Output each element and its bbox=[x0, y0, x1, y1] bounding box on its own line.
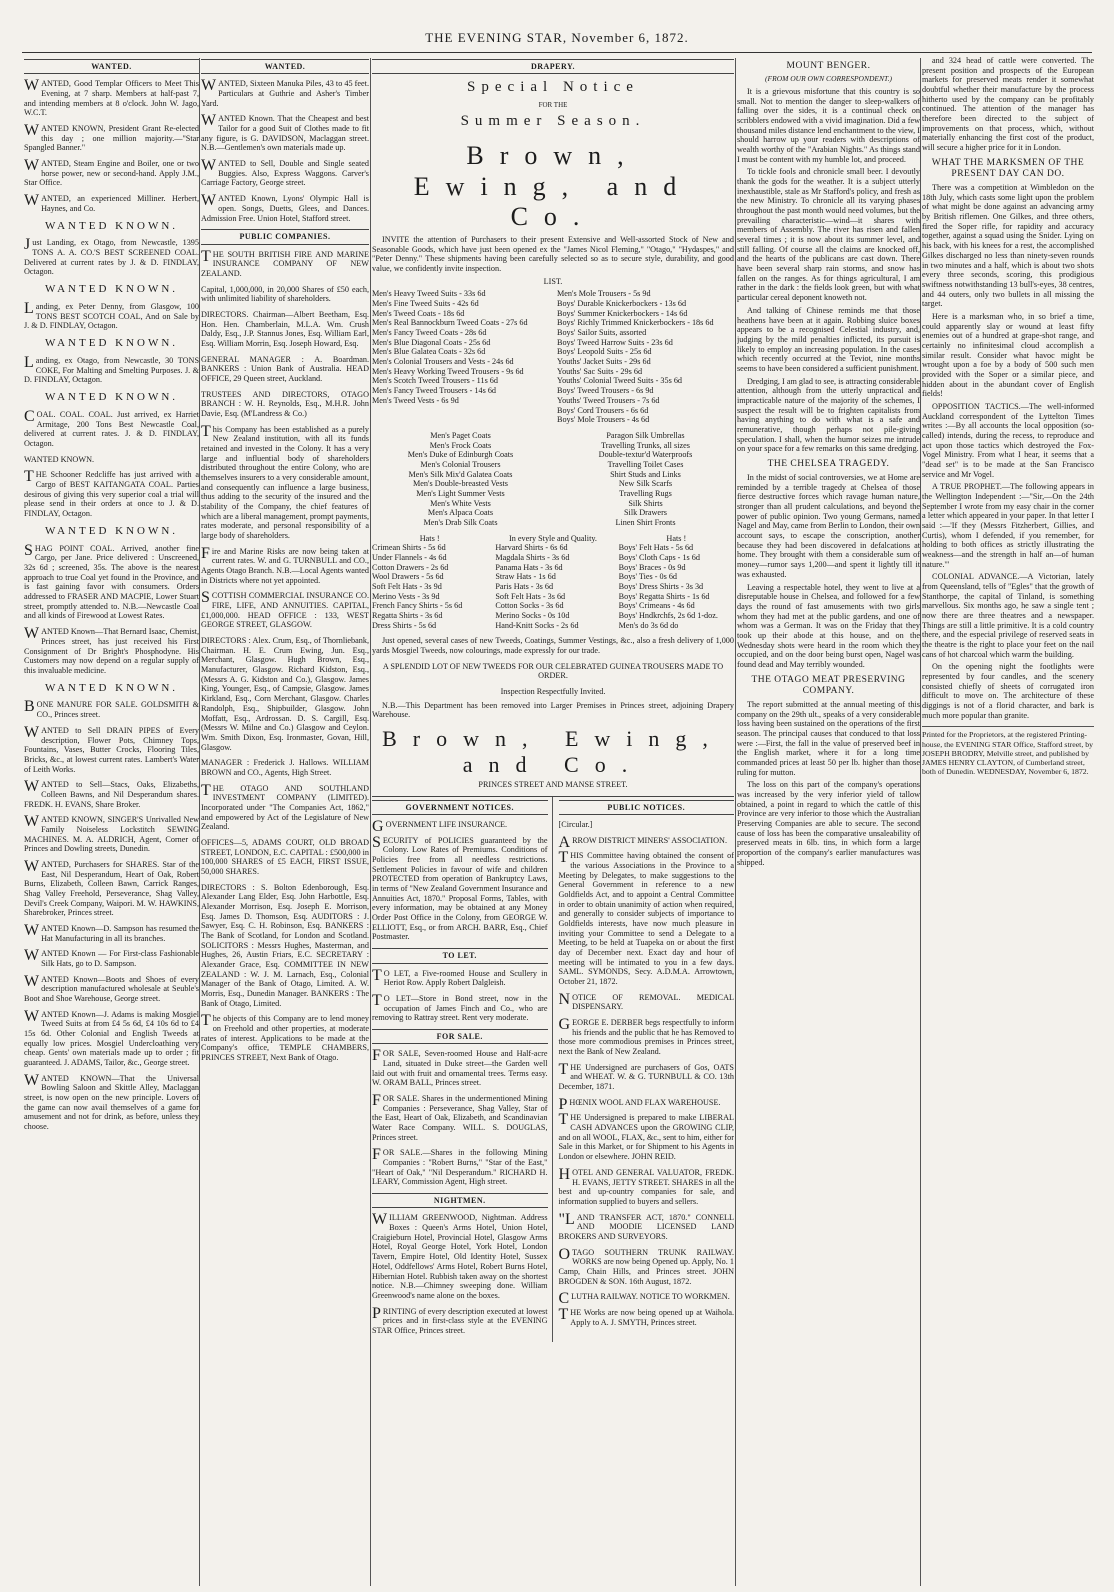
price-item: Men's Mole Trousers - 5s 9d bbox=[557, 289, 651, 299]
price-item: Shirt Studs and Links bbox=[610, 469, 681, 479]
advertisement: WANTED to Sell, Double and Single seated Buggies. Also, Express Waggons. Carver's Carriage Factory, George street. bbox=[201, 157, 369, 188]
price-item: Men's Fancy Tweed Trousers - 14s 6d bbox=[372, 386, 497, 396]
advertisement: PRINTING of every description executed at lowest prices and in first-class style at the EVENING STAR Office, Princes street. bbox=[372, 1304, 548, 1335]
section-heading: NIGHTMEN. bbox=[372, 1193, 548, 1208]
price-item: Boys' Cloth Caps - 1s 6d bbox=[618, 552, 700, 562]
advertisement: Landing, ex Peter Denny, from Glasgow, 100 TONS BEST SCOTCH COAL, And on Sale by J. & D. FINDLAY, Octagon. bbox=[24, 300, 199, 331]
price-item: Men's Duke of Edinburgh Coats bbox=[407, 450, 514, 460]
advertisement: The objects of this Company are to lend money on Freehold and other properties, at moderate rates of interest. Applications to be made at the Company's office, TEMPLE CHAMBERS, PRINCES STREET, Next Bank of Otago. bbox=[201, 1012, 369, 1062]
advertisement: THIS Committee having obtained the consent of the various Associations in the Province to a Meeting by Delegates, to make suggestions to the General Government in reference to a new Goldfields Act, and to appoint a Central Committee in order to obtain unanimity of action when required, and generally to consider subjects of importance to Goldfields interests, have now much pleasure in inviting your Committee to send a Delegate to a Meeting, to be held at Tuapeka on or about the first day of December next. Exact day and hour of meeting will be intimated to you in a few days. SAML. SYMONDS, Secy. A.D.M.A. Arrowtown, October 21, 1872. bbox=[558, 849, 734, 987]
price-item: Boys' Crimeans - 4s 6d bbox=[618, 601, 695, 611]
price-item: Regatta Shirts - 3s 6d bbox=[372, 610, 443, 620]
advertisement: WANTED to Sell—Stacs, Oaks, Elizabeths, Colleen Bawns, and Nil Desperandum shares. FREDK. H. EVANS, Share Broker. bbox=[24, 778, 199, 809]
price-item: Men's Alpaca Coats bbox=[427, 508, 494, 518]
price-item: French Fancy Shirts - 5s 6d bbox=[372, 601, 463, 611]
ad-centered-text: DIRECTORS. Chairman—Albert Beetham, Esq. Hon. Hen. Chamberlain, M.L.A. Wm. Crush Daldy, Esq., J.P. Stannus Jones, Esq. William Earl, Esq. William Morrin, Esq. Joseph Howard, Esq. bbox=[201, 309, 369, 348]
price-item: Travelling Rugs bbox=[619, 488, 672, 498]
price-item: Men's White Vests bbox=[430, 498, 491, 508]
price-item: Straw Hats - 1s 6d bbox=[495, 572, 556, 582]
ad-centered-text: TRUSTEES AND DIRECTORS, OTAGO BRANCH : W. H. Reynolds, Esq., M.H.R. John Davie, Esq. (M'Landress & Co.) bbox=[201, 389, 369, 419]
drapery-nb: N.B.—This Department has been removed into Larger Premises in Princes street, adjoining Drapery Warehouse. bbox=[372, 700, 734, 720]
advertisement: WANTED KNOWN, President Grant Re-elected this day ; one million majority.—"Star Spangled Banner." bbox=[24, 122, 199, 153]
masthead: THE EVENING STAR, November 6, 1872. bbox=[425, 30, 689, 45]
price-item: Double-textur'd Waterproofs bbox=[598, 450, 693, 460]
section-heading: PUBLIC COMPANIES. bbox=[201, 229, 369, 244]
hats-list-right bbox=[619, 543, 734, 630]
price-item: Boys' Regatta Shirts - 1s 6d bbox=[618, 591, 710, 601]
price-item: Boys' Sailor Suits, assorted bbox=[557, 328, 647, 338]
ad-heading: WANTED KNOWN. bbox=[44, 391, 179, 404]
column-drapery bbox=[372, 56, 734, 1586]
ad-centered-text: DIRECTORS : S. Bolton Edenborough, Esq. Alexander Lang Elder, Esq. John Harbottle, Esq. Alexander Morrison, Esq. Joseph E. Morrison, Esq. James D. Thomson, Esq. AUDITORS : J. Sawyer, Esq. C. H. Robinson, Esq. BANKERS : The Bank of Scotland, for London and Scotland. SOLICITORS : Messrs Hughes, Masterman, and Hughes, 26, Austin Friars, E.C. SECRETARY : Alexander Grace, Esq. COMMITTEE IN NEW ZEALAND : W. J. M. Larnach, Esq., Colonial Manager of the Bank of Otago, Limited. A. W. Morris, Esq., Dunedin Manager. BANKERS : The Bank of Otago, Limited. bbox=[201, 882, 369, 1008]
price-item: Men's Frock Coats bbox=[429, 440, 492, 450]
firm-name: Brown, Ewing, and Co. bbox=[413, 141, 693, 232]
price-item: Men's Real Bannockburn Tweed Coats - 27s 6d bbox=[372, 318, 528, 328]
advertisement: OTAGO SOUTHERN TRUNK RAILWAY. WORKS are now being Opened up. Apply, No. 1 Camp, Chain Hills, and Princes street. JOHN BROGDEN & SON. 16th August, 1872. bbox=[558, 1245, 734, 1286]
advertisement bbox=[24, 391, 199, 404]
price-item: Travelling Toilet Cases bbox=[607, 459, 684, 469]
price-item: Boys' Braces - 0s 9d bbox=[618, 562, 686, 572]
advertisement: TO LET, a Five-roomed House and Scullery in Heriot Row. Apply Robert Dalgleish. bbox=[372, 966, 548, 988]
ad-heading: WANTED KNOWN. bbox=[44, 681, 179, 694]
price-item: Boys' Leopold Suits - 25s 6d bbox=[557, 347, 652, 357]
price-item: Men's Heavy Working Tweed Trousers - 9s 6d bbox=[372, 366, 524, 376]
ad-centered-text: Capital, 1,000,000, in 20,000 Shares of £50 each, with unlimited liability of shareholders. bbox=[201, 284, 369, 304]
price-item: Crimean Shirts - 5s 6d bbox=[372, 543, 446, 553]
article-headline: THE CHELSEA TRAGEDY. bbox=[767, 458, 890, 469]
column-divider bbox=[920, 58, 921, 1586]
advertisement: WANTED Known. That the Cheapest and best Tailor for a good Suit of Clothes made to fit any figure, is G. DAVIDSON, Maclaggan street. N.B.—Gentlemen's own materials made up. bbox=[201, 112, 369, 153]
section-heading: TO LET. bbox=[372, 948, 548, 963]
advertisement: THE Works are now being opened up at Waihola. Apply to A. J. SMYTH, Princes street. bbox=[558, 1305, 734, 1327]
hats-list bbox=[372, 543, 734, 630]
advertisement: WANTED Known — For First-class Fashionable Silk Hats, go to D. Sampson. bbox=[24, 947, 199, 968]
advertisement: TO LET—Store in Bond street, now in the occupation of James Finch and Co., who are removing to Rattray street. Rent very moderate. bbox=[372, 991, 548, 1023]
price-item: Boys' Ties - 0s 6d bbox=[618, 572, 678, 582]
ad-centered-text: DIRECTORS : Alex. Crum, Esq., of Thornliebank, Chairman. H. E. Crum Ewing, Jun. Esq., Merchant, Glasgow. Hugh Brown, Esq., Manufacturer, Glasgow. Richard Kidston, Esq., (Messrs A. G. Kidston and Co.), Glasgow. James King, Younger, Esq., of Campsie, Glasgow. James Kirkland, Esq., Corn Merchant, Glasgow. Charles Randolph, Esq., Shipbuilder, Glasgow. John Moffatt, Esq., Ardrossan. D. S. Cargill, Esq. (Messrs W. Milne and Co.) Glasgow and Ceylon. Wm. Smith Dixon, Esq. Ironmaster, Govan, Hill, Glasgow. bbox=[201, 636, 369, 752]
advertisement: ARROW DISTRICT MINERS' ASSOCIATION. bbox=[558, 833, 727, 851]
splendid-notice: A SPLENDID LOT OF NEW TWEEDS FOR OUR CELEBRATED GUINEA TROUSERS MADE TO ORDER. bbox=[382, 661, 724, 681]
price-item: Men's Double-breasted Vests bbox=[412, 479, 508, 489]
advertisement: WANTED KNOWN—That the Universal Bowling Saloon and Skittle Alley, Maclaggan street, is now open on the new principle. Lovers of the game can now avail themselves of a game for amusement and not for drink, as before, unless they choose. bbox=[24, 1071, 199, 1132]
advertisement: Landing, ex Otago, from Newcastle, 30 TONS COKE, For Malting and Smelting Purposes. J. & D. FINDLAY, Octagon. bbox=[24, 354, 199, 385]
notice-title: Special Notice bbox=[467, 79, 639, 96]
price-item: Men's Colonial Trousers bbox=[420, 459, 501, 469]
price-item: New Silk Scarfs bbox=[618, 479, 673, 489]
section-heading: GOVERNMENT NOTICES. bbox=[372, 800, 548, 815]
column-wanted-companies bbox=[201, 56, 369, 1586]
price-item: Youths' Jacket Suits - 29s 6d bbox=[557, 357, 651, 367]
section-heading: PUBLIC NOTICES. bbox=[559, 800, 735, 815]
masthead-rule bbox=[22, 52, 1092, 53]
column-articles-continued bbox=[922, 56, 1094, 1586]
inspection-notice: Inspection Respectfully Invited. bbox=[500, 686, 606, 696]
price-item: Men's do 3s 6d do bbox=[618, 620, 679, 630]
article-headline: THE OTAGO MEAT PRESERVING COMPANY. bbox=[751, 674, 906, 696]
firm-name-footer: Brown, Ewing, and Co. bbox=[382, 725, 724, 777]
column-divider bbox=[199, 58, 200, 1586]
season-title: Summer Season. bbox=[460, 113, 646, 130]
price-list bbox=[372, 289, 734, 424]
advertisement: BONE MANURE FOR SALE. GOLDSMITH & CO., Princes street. bbox=[24, 698, 199, 720]
goods-list-left bbox=[372, 431, 549, 528]
hats-title: Hats ! bbox=[419, 533, 440, 543]
column-articles bbox=[737, 56, 920, 1586]
advertisement: WANTED Known—That Bernard Isaac, Chemist, Princes street, has just received his First Consignment of Dr Bright's Phosphodyne. His Customers may now depend on a regular supply of this invaluable medicine. bbox=[24, 625, 199, 675]
advertisement: THE Schooner Redcliffe has just arrived with a Cargo of BEST KAITANGATA COAL. Parties desirous of giving this very superior coal a trial will please send in their orders at once to J. & D. FINDLAY, Octagon. bbox=[24, 468, 199, 519]
advertisement bbox=[24, 337, 199, 350]
price-item: Men's Colonial Trousers and Vests - 24s 6d bbox=[372, 357, 514, 367]
ad-heading: WANTED KNOWN. bbox=[44, 524, 179, 537]
price-item: Travelling Trunks, all sizes bbox=[601, 440, 690, 450]
advertisement: WANTED to Sell DRAIN PIPES of Every description, Flower Pots, Chimney Tops, Fountains, Vases, Butter Crocks, Flooring Tiles, Bricks, &c., at lowest current rates. Lambert's Water of Leith Works. bbox=[24, 723, 199, 774]
article-paragraph: The loss on this part of the company's operations was increased by the very inferior yield of tallow obtained, a point in regard to which the cattle of this Province are very inferior to those which the Australian Preserving Companies are able to secure. The second cause of loss has been the comparative unsaleability of preserved meats in 6lb. tins, in which form a large proportion of the company's earlier manufactures was shipped. bbox=[737, 780, 920, 867]
advertisement bbox=[24, 682, 199, 695]
price-item: Paragon Silk Umbrellas bbox=[606, 430, 685, 440]
column-public-notices bbox=[559, 797, 735, 1342]
price-item: Men's Paget Coats bbox=[430, 430, 491, 440]
price-item: Boys' Dress Shirts - 3s 3d bbox=[618, 581, 704, 591]
price-item: Silk Drawers bbox=[624, 508, 667, 518]
advertisement: FOR SALE, Seven-roomed House and Half-acre Land, situated in Duke street—the Garden well laid out with fruit and ornamental trees. Terms easy. W. ORAM BALL, Princes street. bbox=[372, 1047, 548, 1088]
price-item: Men's Silk Mix'd Galatea Coats bbox=[408, 469, 513, 479]
article-paragraph: A TRUE PROPHET.—The following appears in the Wellington Independent :—"Sir,—On the 24th September I wrote from my easy chair in the corner a letter which appeared in your paper. In that letter I said :—'If they (Messrs Fitzherbert, Gillies, and Curtis), whom I defended, if you remember, for holding to both offices as strictly illustrating the weakness—and the strength in half an—of human nature.'" bbox=[922, 482, 1094, 569]
advertisement: WANTED Known—D. Sampson has resumed the Hat Manufacturing in all its branches. bbox=[24, 921, 199, 943]
price-item: Men's Blue Galatea Coats - 32s 6d bbox=[372, 347, 486, 357]
price-item: Panama Hats - 3s 6d bbox=[495, 562, 563, 572]
price-item: Cotton Socks - 3s 6d bbox=[495, 601, 564, 611]
advertisement: PHŒNIX WOOL AND FLAX WAREHOUSE. bbox=[558, 1095, 721, 1113]
advertisement: CLUTHA RAILWAY. NOTICE TO WORKMEN. bbox=[558, 1290, 730, 1308]
advertisement: This Company has been established as a purely New Zealand institution, with all its funds retained and invested in the Colony. It has a very large and influential body of shareholders distributed throughout the entire Colony, who are themselves insurers to a very considerable amount, and consequently can influence a large business, thus adding to the security of the insured and the stability of the Company, the chief features of which are a liberal management, prompt payments, rates moderate, and personal responsibility of a large body of shareholders. bbox=[201, 422, 369, 541]
advertisement: WILLIAM GREENWOOD, Nightman. Address Boxes : Queen's Arms Hotel, Union Hotel, Craigieburn Hotel, Provincial Hotel, Glasgow Arms Hotel, Royal George Hotel, York Hotel, London Tavern, Empire Hotel, Old Identity Hotel, Sussex Hotel, Oddfellows' Arms Hotel, Robert Burns Hotel, Hibernian Hotel. Rubbish taken away on the shortest notice. N.B.—Chimney sweeping done. William Greenwood's name alone on the boxes. bbox=[372, 1211, 548, 1300]
price-item: Linen Shirt Fronts bbox=[615, 517, 676, 527]
price-item: Silk Shirts bbox=[628, 498, 663, 508]
article-paragraph: On the opening night the footlights were represented by four candles, and the scenery consisted chiefly of sheets of corrugated iron difficult to move on. The architecture of these diggings is not of a florid character, and bark is much more popular than granite. bbox=[922, 662, 1094, 720]
advertisement: SCOTTISH COMMERCIAL INSURANCE CO. FIRE, LIFE, AND ANNUITIES. CAPITAL, £1,000,000. HEAD OFFICE : 133, WEST GEORGE STREET, GLASGOW. bbox=[201, 589, 369, 630]
price-item: Men's Scotch Tweed Trousers - 11s 6d bbox=[372, 376, 498, 386]
price-item: Men's Heavy Tweed Suits - 33s 6d bbox=[372, 289, 486, 299]
price-item: Soft Felt Hats - 3s 6d bbox=[495, 591, 566, 601]
section-drapery: DRAPERY. bbox=[372, 59, 734, 74]
article-paragraph: OPPOSITION TACTICS.—The well-informed Auckland correspondent of the Lyttelton Times writes :—By all accounts the local opposition (so-called) intends, during the recess, to reproduce and act upon those tactics which destroyed the Fox-Vogel Ministry. From what I hear, it seems that a "dead set" is to be made at the San Francisco service and Mr Vogel. bbox=[922, 401, 1094, 479]
section-heading: WANTED. bbox=[201, 59, 369, 74]
advertisement: WANTED KNOWN, SINGER'S Unrivalled New Family Noiseless Lockstitch SEWING MACHINES. M. A. ALDRICH, Agent, Corner of Princes and Dowling streets, Dunedin. bbox=[24, 813, 199, 854]
price-item: Boys' Felt Hats - 5s 6d bbox=[618, 543, 694, 553]
price-item: Wool Drawers - 5s 6d bbox=[372, 572, 444, 582]
ad-heading: WANTED KNOWN. bbox=[44, 219, 179, 232]
masthead-title: THE EVENING STAR bbox=[425, 30, 563, 45]
advertisement bbox=[24, 220, 199, 233]
article-headline: MOUNT BENGER. bbox=[786, 61, 871, 71]
advertisement: WANTED Known—J. Adams is making Mosgiel Tweed Suits at from £4 5s 6d, £4 10s 6d to £4 15s 6d. Other Colonial and English Tweeds at equally low prices. Mosgiel Undercloathing very cheap. Gents' own materials made up to order ; fit guaranteed. J. ADAMS, Tailor, &c., George street. bbox=[24, 1007, 199, 1067]
column-divider bbox=[735, 58, 736, 1586]
price-item: Merino Socks - 0s 10d bbox=[495, 610, 570, 620]
article-subhead: (FROM OUR OWN CORRESPONDENT.) bbox=[765, 74, 892, 84]
price-list-left bbox=[372, 289, 549, 424]
column-wanted bbox=[24, 56, 199, 1586]
price-item: Boys' Summer Knickerbockers - 14s 6d bbox=[557, 308, 688, 318]
ad-heading: WANTED KNOWN. bbox=[24, 454, 95, 464]
price-item: Youths' Colonial Tweed Suits - 35s 6d bbox=[557, 376, 683, 386]
price-item: Soft Felt Hats - 3s 9d bbox=[372, 581, 442, 591]
hats-headers bbox=[372, 534, 734, 544]
price-item: Men's Fine Tweed Suits - 42s 6d bbox=[372, 299, 479, 309]
article-paragraph: There was a competition at Wimbledon on the 18th July, which casts some light upon the problem of what might be done against an advancing army by British riflemen. One Gilkes, and three others, fired the Soper rifle, for rapidity and accuracy together, against a squad using the Snider. Lying on his back, with his knees for a rest, the accomplished Gilkes discharged no less than ninety-seven rounds in two minutes and a half, which is about two shots every three seconds, scoring, this prodigious swiftness notwithstanding 13 bull's-eyes, 38 centres, and 44 outers, only two bullets in all missing the target. bbox=[922, 183, 1094, 309]
advertisement: THE OTAGO AND SOUTHLAND INVESTMENT COMPANY (LIMITED). Incorporated under "The Companies Act, 1862," and empowered by Act of the Legislature of New Zealand. bbox=[201, 781, 369, 832]
price-item: Cotton Drawers - 2s 6d bbox=[372, 562, 449, 572]
advertisement: FOR SALE. Shares in the undermentioned Mining Companies : Perseverance, Shag Valley, Star of the East, Heart of Oak, Elizabeth, and Scandinavian Water Race Company. WILL. S. DOUGLAS, Princes street. bbox=[372, 1091, 548, 1142]
advertisement: WANTED Known, Lyons' Olympic Hall is open. Songs, Duetts, Glees, and Dances. Admission Free. Union Hotel, Stafford street. bbox=[201, 192, 369, 223]
section-heading: WANTED. bbox=[24, 59, 199, 74]
article-paragraph: Dredging, I am glad to see, is attracting considerable attention, although from the utterly unpractical and impracticable nature of the majority of the schemes, I suspect the result will be to frighten capitalists from having anything to do with what is a safe and remunerative, though perhaps not pile-giving speculation. I shall, when the humor seizes me intrude on your space for a few remarks on this same dredging. bbox=[737, 376, 920, 454]
hats-list-middle bbox=[495, 543, 610, 630]
article-paragraph: Leaving a respectable hotel, they went to live at a disreputable house in Chelsea, and followed for a few days the round of fast amusements with two girls whom they had met at the public gardens, and one of whom was a German. It was on the Friday that they took up their abode at this house, and on the Wednesday shots were heard in the room which they occupied, and on the door being burst open, Nagel was found dead and May terribly wounded. bbox=[737, 582, 920, 669]
article-paragraph: The report submitted at the annual meeting of this company on the 29th ult., speaks of a very considerable loss having been sustained on the operations of the first season. The principal causes that conduced to that loss were :—First, the fall in the value of preserved beef in the English market, where it for a long time commanded prices at least 50 per lb. higher than those ruling for mutton. bbox=[737, 699, 920, 777]
notices-area bbox=[372, 796, 734, 1342]
ad-centered-text: OFFICES—5, ADAMS COURT, OLD BROAD STREET, LONDON, E.C. CAPITAL : £500,000 in 100,000 SHARES of £5 EACH, FIRST ISSUE, 50,000 SHARES. bbox=[201, 837, 369, 876]
article-paragraph: and 324 head of cattle were converted. The present position and prospects of the European markets for preserved meats render it somewhat doubtful whether their manufacture by the process hitherto used by the company can be profitably continued. The attention of the manager has therefore been directed to the subject of improvements on that process, which, without materially enhancing the first cost of the product, will secure a higher price for it in London. bbox=[922, 56, 1094, 153]
advertisement: COAL. COAL. COAL. Just arrived, ex Harriet Armitage, 200 Tons Best Newcastle Coal, delivered at current rates. J. & D. FINDLAY, Octagon. bbox=[24, 408, 199, 449]
section-heading: FOR SALE. bbox=[372, 1029, 548, 1044]
article-paragraph: To tickle fools and chronicle small beer. I devoutly thank the gods for the weather. It is a subject utterly inexhaustible, stale as Mr Stafford's policy, and fresh as the new Ministry. To chronicle all its varying phases throughout the past month would need volumes, but the prevailing characteristic—wind—it shares with members of Assembly. The river has risen and fallen several times ; it is now about its summer level, and still falling. Of course all the claims are knocked off, and the hearts of the publicans are cast down. There have been several sharp rain storms, and snow has fallen on the ranges. As for things agricultural, I am rather in the dark : the fields look green, but with what particular cereal deponent knoweth not. bbox=[737, 167, 920, 303]
goods-list bbox=[372, 431, 734, 528]
advertisement: WANTED, Steam Engine and Boiler, one or two horse power, new or second-hand. Apply J.M., Star Office. bbox=[24, 157, 199, 188]
ad-centered-text: MANAGER : Frederick J. Hallows. WILLIAM BROWN and CO., Agents, High Street. bbox=[201, 758, 369, 777]
price-item: Boys' Durable Knickerbockers - 13s 6d bbox=[557, 299, 687, 309]
advertisement: THE Undersigned is prepared to make LIBERAL CASH ADVANCES upon the GROWING CLIP, and on all WOOL, FLAX, &c., sent to him, either for Sale in this Market, or for Shipment to his Agents in London or elsewhere. JOHN REID. bbox=[558, 1111, 734, 1162]
price-item: Youths' Sac Suits - 29s 6d bbox=[557, 366, 643, 376]
hats-list-left bbox=[372, 543, 487, 630]
advertisement bbox=[24, 525, 199, 538]
article-paragraph: And talking of Chinese reminds me that those heathens have been at it again. Robbing sluice boxes appears to be a recognised Celestial industry, and, judging by the mild penalties inflicted, its pursuit is likely to employ an increasing population. In the cases which recently occurred at the Teviot, nine months seems to have been considered a sufficient punishment. bbox=[737, 305, 920, 373]
price-item: Men's Drab Silk Coats bbox=[423, 517, 498, 527]
notice-sub: FOR THE bbox=[538, 101, 568, 110]
advertisement: THE Undersigned are purchasers of Gos, OATS and WHEAT. W. & G. TURNBULL & CO. 13th December, 1871. bbox=[558, 1060, 734, 1092]
advertisement: Just Landing, ex Otago, from Newcastle, 1395 TONS A. A. CO.'S BEST SCREENED COAL. Delivered at current rates by J. & D. FINDLAY, Octagon. bbox=[24, 236, 199, 277]
price-item: Boys' Tweed Trousers - 6s 9d bbox=[557, 386, 654, 396]
hats-sub: In every Style and Quality. bbox=[509, 533, 597, 543]
hats-title-right: Hats ! bbox=[666, 533, 687, 543]
advertisement bbox=[24, 283, 199, 296]
price-item: Hand-Knitt Socks - 2s 6d bbox=[495, 620, 579, 630]
ad-centered-text: [Circular.] bbox=[558, 820, 593, 829]
price-item: Merino Vests - 3s 9d bbox=[372, 591, 440, 601]
article-paragraph: In the midst of social controversies, we at Home are reminded by a terrible tragedy at Chelsea of those fierce destructive forces which ravage human nature, stronger than all prudent calculations, and beyond the power of public opinion. Two young Germans, named Nagel and May, came from Berlin to London, their own account says, to escape the conscription, another because they had been discovered in defalcations at home. They brought with them a considerable sum of money—rumor says 1,200—and spent it lightly till it was exhausted. bbox=[737, 473, 920, 579]
advertisement: THE SOUTH BRITISH FIRE AND MARINE INSURANCE COMPANY OF NEW ZEALAND. bbox=[201, 247, 369, 278]
column-government-notices bbox=[372, 797, 553, 1342]
imprint: Printed for the Proprietors, at the registered Printing-house, the EVENING STAR Office, Stafford street, by JOSEPH BRODRY, Melville street, and published by JAMES HENRY CLAYTON, of Cumberland street, both of Dunedin. WEDNESDAY, November 6, 1872. bbox=[922, 726, 1094, 776]
opened-notice: Just opened, several cases of new Tweeds, Coatings, Summer Vestings, &c., also a fresh delivery of 1,000 yards Mosgiel Tweeds, now colourings, made expressly for our trade. bbox=[372, 636, 734, 655]
price-item: Under Flannels - 4s 6d bbox=[372, 552, 447, 562]
advertisement: HOTEL AND GENERAL VALUATOR, FREDK. H. EVANS, JETTY STREET. SHARES in all the best and up-country companies for sale, and information supplied to buyers and sellers. bbox=[558, 1165, 734, 1206]
ad-centered-text: GENERAL MANAGER : A. Boardman. BANKERS : Union Bank of Australia. HEAD OFFICE, 29 Queen street, Auckland. bbox=[201, 354, 369, 383]
price-item: Men's Blue Diagonal Coats - 25s 6d bbox=[372, 337, 491, 347]
price-item: Men's Fancy Tweed Coats - 28s 6d bbox=[372, 328, 487, 338]
price-item: Dress Shirts - 5s 6d bbox=[372, 620, 437, 630]
advertisement: GOVERNMENT LIFE INSURANCE. bbox=[372, 818, 508, 835]
price-item: Magdala Shirts - 3s 6d bbox=[495, 552, 570, 562]
price-item: Men's Light Summer Vests bbox=[416, 488, 505, 498]
advertisement: "LAND TRANSFER ACT, 1870." CONNELL AND MOODIE LICENSED LAND BROKERS AND SURVEYORS. bbox=[558, 1210, 734, 1241]
article-headline: WHAT THE MARKSMEN OF THE PRESENT DAY CAN DO. bbox=[931, 157, 1085, 179]
advertisement: WANTED Known—Boots and Shoes of every description manufactured wholesale at Seuble's Boot and Shoe Warehouse, George street. bbox=[24, 972, 199, 1003]
advertisement: GEORGE E. DERBER begs respectfully to inform his friends and the public that he has Removed to those more commodious premises in Princes street, next the Bank of New Zealand. bbox=[558, 1016, 734, 1057]
advertisement: Fire and Marine Risks are now being taken at current rates. W. and G. TURNBULL and CO., Agents Otago Branch. N.B.—Local Agents wanted in Districts where not yet appointed. bbox=[201, 544, 369, 585]
article-paragraph: Here is a marksman who, in so brief a time, could apparently slay or wound at least fifty enemies out of a hundred at grape-shot range, and certainly no infinitesimal cloud accomplish a similar result. Consider what havoc might be wrought upon a foe by a body of 500 such men provided with the Soper or a similar piece, and hidden about in the abundant cover of English fields! bbox=[922, 311, 1094, 399]
article-paragraph: COLONIAL ADVANCE.—A Victorian, lately from Queensland, tells of "Egles" that the growth of Stanthorpe, the capital of Tinland, is something marvellous. Six months ago, he saw a single tent ; now there are three theatres and a newspaper. Things are still a little primitive. It is a cold country there, and the especial privilege of reserved seats in the theatre is the right to place your feet on the nail cans of hot charcoal which warm the building. bbox=[922, 572, 1094, 659]
advertisement: WANTED, an experienced Milliner. Herbert, Haynes, and Co. bbox=[24, 192, 199, 213]
price-list-right bbox=[557, 289, 734, 424]
advertisement: WANTED, Purchasers for SHARES. Star of the East, Nil Desperandum, Heart of Oak, Robert Burns, Elizabeth, Colleen Bawn, Carrick Ranges, Shag Valley Freehold, Perseverance, Shag Valley, Devil's Creek Company, Waipori. M. W. HAWKINS, Sharebroker, Princes street. bbox=[24, 857, 199, 918]
price-item: Men's Tweed Coats - 18s 6d bbox=[372, 308, 465, 318]
ad-heading: WANTED KNOWN. bbox=[44, 337, 179, 350]
ad-heading: WANTED KNOWN. bbox=[44, 283, 179, 296]
advertisement: SHAG POINT COAL. Arrived, another fine Cargo, per Jane. Price delivered : Unscreened, 32s 6d ; screened, 35s. The above is the nearest approach to true Coal yet found in the Province, and is fast gaining favor with consumers. Orders addressed to FRASER AND MACPIE, Lower Stuart street, promptly attended to. N.B.—Newcastle Coal and all kinds of Firewood at Lowest Rates. bbox=[24, 541, 199, 621]
list-title: LIST. bbox=[543, 276, 563, 286]
masthead-date: November 6, 1872 bbox=[571, 30, 685, 45]
price-item: Youths' Tweed Trousers - 7s 6d bbox=[557, 395, 660, 405]
price-item: Boys' Mole Trousers - 4s 6d bbox=[557, 415, 650, 425]
price-item: Boys' Hndkrchfs, 2s 6d 1-doz. bbox=[618, 610, 718, 620]
advertisement: SECURITY of POLICIES guaranteed by the Colony. Low Rates of Premiums. Conditions of Policies free from all needless restrictions. Settlement Policies in favour of wife and children PROTECTED from operation of Bankruptcy Laws, in terms of "New Zealand Government Insurance and Annuities Act, 1870." Proposal Forms, Tables, with every information, may be obtained at any Money Order Post Office in the Colony, from GEORGE W. ELLIOTT, Esq., or from ARCH. BARR, Esq., Chief Postmaster. bbox=[372, 833, 548, 942]
price-item: Paris Hats - 3s 6d bbox=[495, 581, 554, 591]
price-item: Boys' Richly Trimmed Knickerbockers - 18s 6d bbox=[557, 318, 714, 328]
advertisement: NOTICE OF REMOVAL. MEDICAL DISPENSARY. bbox=[558, 990, 734, 1012]
column-divider bbox=[370, 58, 371, 1586]
price-item: Men's Tweed Vests - 6s 9d bbox=[372, 395, 459, 405]
price-item: Boys' Tweed Harrow Suits - 23s 6d bbox=[557, 337, 673, 347]
drapery-intro: INVITE the attention of Purchasers to their present Extensive and Well-assorted Stock of New and Seasonable Goods, which have just been opened ex the "James Nicol Fleming," "Otago," "Hydaspes," and "Peter Denny." These shipments having been carefully selected so as to secure style, durability, and good value, we confidently invite inspection. bbox=[372, 235, 734, 274]
advertisement: WANTED, Sixteen Manuka Piles, 43 to 45 feet. Particulars at Guthrie and Asher's Timber Yard. bbox=[201, 77, 369, 108]
article-paragraph: It is a grievous misfortune that this country is so small. Not to mention the danger to sleep-walkers of falling over the sides, it is a continual check on scribblers endowed with a vivid imagination. Did a few thousand miles distance lend enchantment to the view, I should harrow up your readers with descriptions of wealth worthy of the "Arabian Nights." As things stand I must be content with my humble lot, and proceed. bbox=[737, 87, 920, 164]
price-item: Boys' Cord Trousers - 6s 6d bbox=[557, 405, 649, 415]
price-item: Harvard Shirts - 6s 6d bbox=[495, 543, 568, 553]
advertisement: WANTED, Good Templar Officers to Meet This Evening, at 7 sharp. Members at half-past 7, and intending members at 8 o'clock. John W. Jago, W.C.T. bbox=[24, 77, 199, 118]
advertisement: FOR SALE.—Shares in the following Mining Companies : "Robert Burns," "Star of the East," "Heart of Oak," "Nil Desperandum." RICHARD H. LEARY, Commission Agent, High street. bbox=[372, 1146, 548, 1187]
goods-list-right bbox=[557, 431, 734, 528]
firm-address: PRINCES STREET AND MANSE STREET. bbox=[478, 779, 628, 789]
